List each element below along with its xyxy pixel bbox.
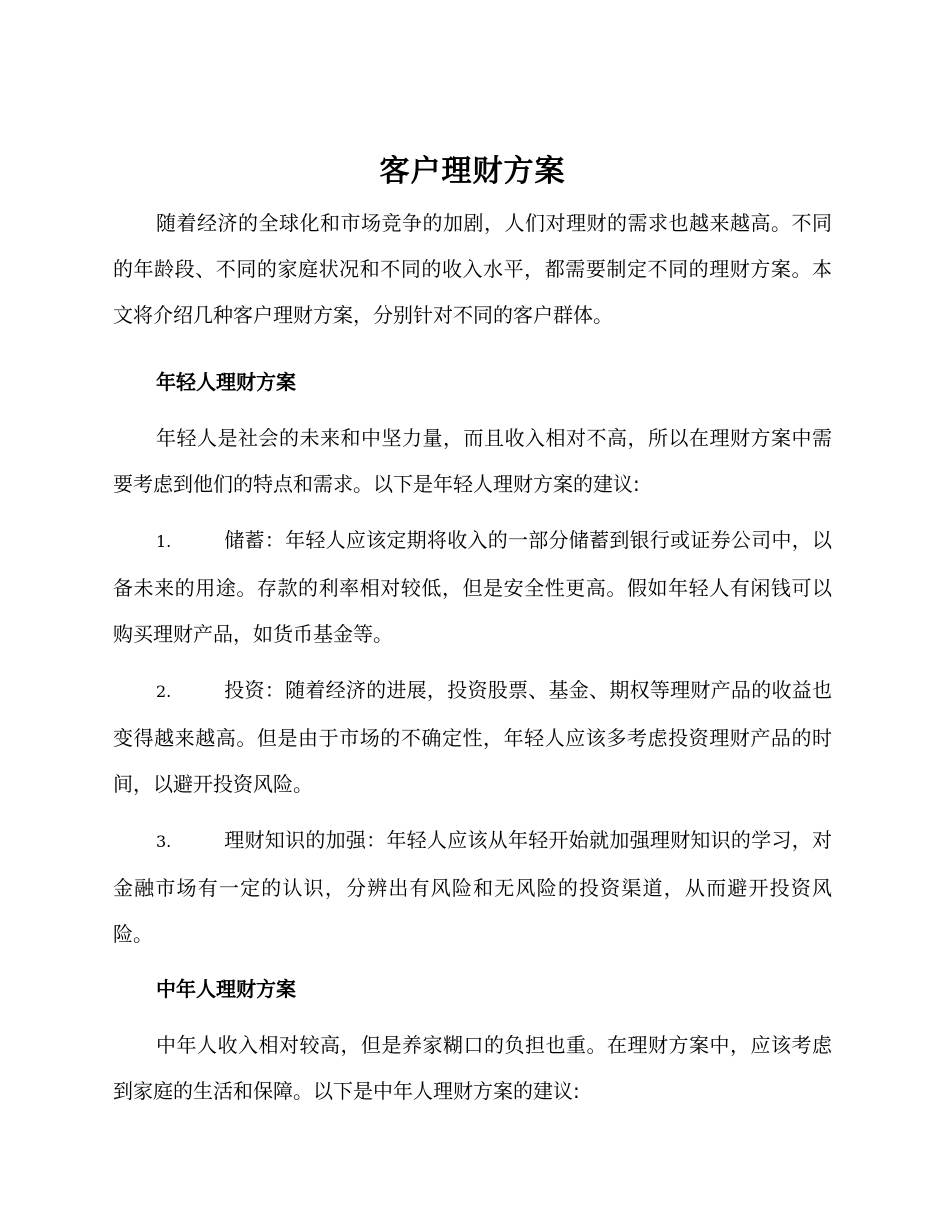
section-heading-middle-aged: 中年人理财方案 [156,977,296,1001]
list-item-number: 1. [156,532,172,551]
section-body-middle-aged: 中年人收入相对较高，但是养家糊口的负担也重。在理财方案中，应该考虑到家庭的生活和保障。以下是中年人理财方案的建议: [113,1033,832,1103]
section-heading-young: 年轻人理财方案 [156,370,296,394]
list-item-text: 投资：随着经济的进展，投资股票、基金、期权等理财产品的收益也变得越来越高。但是由于市场的不确定性，年轻人应该多考虑投资理财产品的时间，以避开投资风险。 [113,678,832,796]
list-item [113,517,832,657]
list-item-text: 理财知识的加强：年轻人应该从年轻开始就加强理财知识的学习，对金融市场有一定的认识，分辨出有风险和无风险的投资渠道，从而避开投资风险。 [113,828,832,946]
section-body-young: 年轻人是社会的未来和中坚力量，而且收入相对不高，所以在理财方案中需要考虑到他们的特点和需求。以下是年轻人理财方案的建议: [113,426,832,496]
list-item [113,817,832,957]
spacer [113,338,832,350]
list-item [113,667,832,807]
document-title: 客户理财方案 [379,154,566,189]
list-item-number: 3. [156,832,172,851]
intro-paragraph: 随着经济的全球化和市场竞争的加剧，人们对理财的需求也越来越高。不同的年龄段、不同的家庭状况和不同的收入水平，都需要制定不同的理财方案。本文将介绍几种客户理财方案，分别针对不同的客户群体。 [113,211,832,327]
list-item-text: 储蓄：年轻人应该定期将收入的一部分储蓄到银行或证券公司中，以备未来的用途。存款的利率相对较低，但是安全性更高。假如年轻人有闲钱可以购买理财产品，如货币基金等。 [113,528,832,646]
list-item-number: 2. [156,682,172,701]
